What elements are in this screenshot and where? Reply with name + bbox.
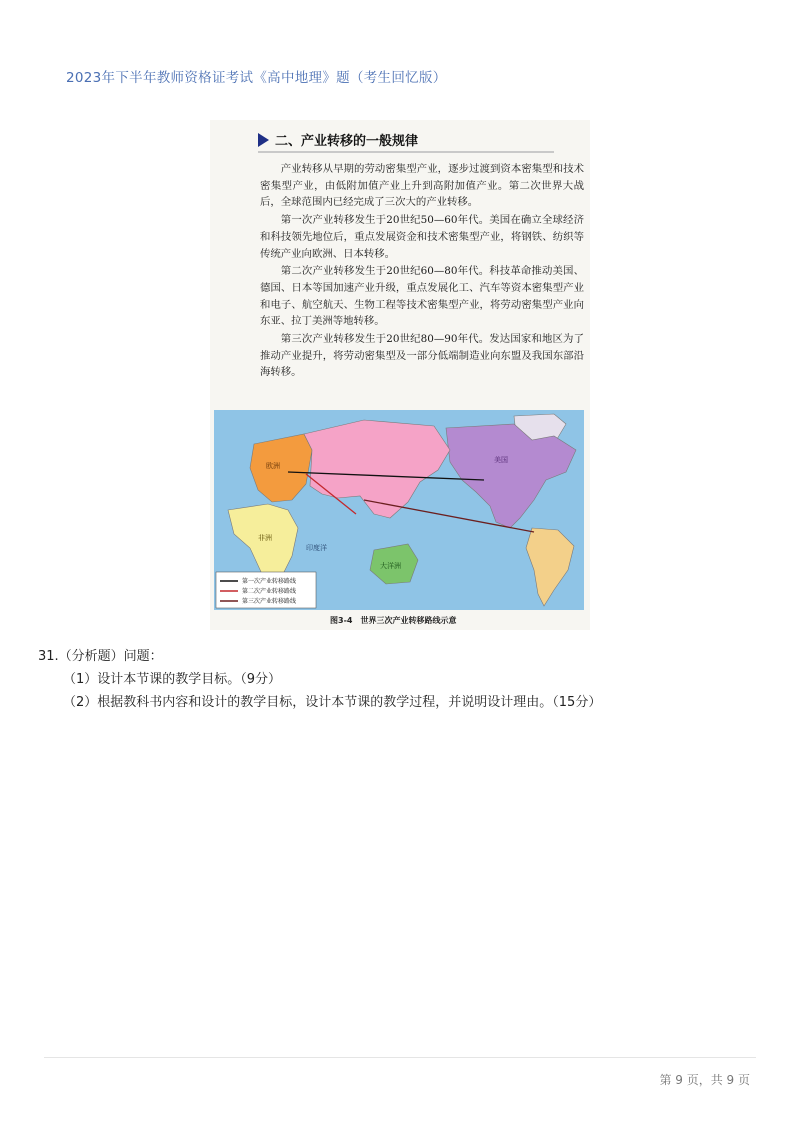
footer-divider — [44, 1057, 756, 1058]
question-number: 31.（分析题）问题： — [38, 649, 163, 664]
map-label-africa: 非洲 — [258, 534, 272, 542]
question-item: （1）设计本节课的教学目标。（9分） — [63, 672, 282, 687]
world-map — [214, 410, 584, 610]
paragraph: 产业转移从早期的劳动密集型产业，逐步过渡到资本密集型和技术密集型产业，由低附加值产业上升到高附加值产业。第二次世界大战后，全球范围内已经完成了三次大的产业转移。 — [260, 163, 584, 209]
map-label-australia: 大洋洲 — [380, 562, 401, 570]
section-heading — [258, 130, 418, 149]
legend-label: 第三次产业转移路线 — [242, 598, 297, 605]
triangle-bullet-icon — [258, 133, 269, 147]
page-number: 第 9 页，共 9 页 — [659, 1073, 750, 1087]
question-block — [38, 645, 601, 714]
page-header-title: 2023年下半年教师资格证考试《高中地理》题（考生回忆版） — [66, 70, 447, 86]
legend-label: 第一次产业转移路线 — [242, 578, 297, 585]
section-underline — [258, 151, 554, 153]
section-body — [260, 161, 584, 382]
paragraph: 第一次产业转移发生于20世纪50—60年代。美国在确立全球经济和科技领先地位后，重点发展资金和技术密集型产业，将钢铁、纺织等传统产业向欧洲、日本转移。 — [260, 214, 584, 260]
paragraph: 第二次产业转移发生于20世纪60—80年代。科技革命推动美国、德国、日本等国加速产业升级，重点发展化工、汽车等资本密集型产业和电子、航空航天、生物工程等技术密集型产业，将劳动密集型产业向东亚、拉丁美洲等地转移。 — [260, 265, 584, 328]
paragraph: 第三次产业转移发生于20世纪80—90年代。发达国家和地区为了推动产业提升，将劳动密集型及一部分低端制造业向东盟及我国东部沿海转移。 — [260, 333, 584, 379]
map-legend — [216, 572, 316, 608]
map-label-indian-ocean: 印度洋 — [306, 544, 327, 552]
map-label-europe: 欧洲 — [266, 462, 280, 470]
section-heading-text: 二、产业转移的一般规律 — [275, 134, 419, 149]
legend-label: 第二次产业转移路线 — [242, 588, 297, 595]
world-map-svg — [214, 410, 584, 610]
question-item: （2）根据教科书内容和设计的教学目标，设计本节课的教学过程，并说明设计理由。（15分） — [63, 695, 602, 710]
map-label-north-america: 美国 — [494, 456, 508, 464]
map-caption: 图3-4 世界三次产业转移路线示意 — [330, 616, 457, 625]
